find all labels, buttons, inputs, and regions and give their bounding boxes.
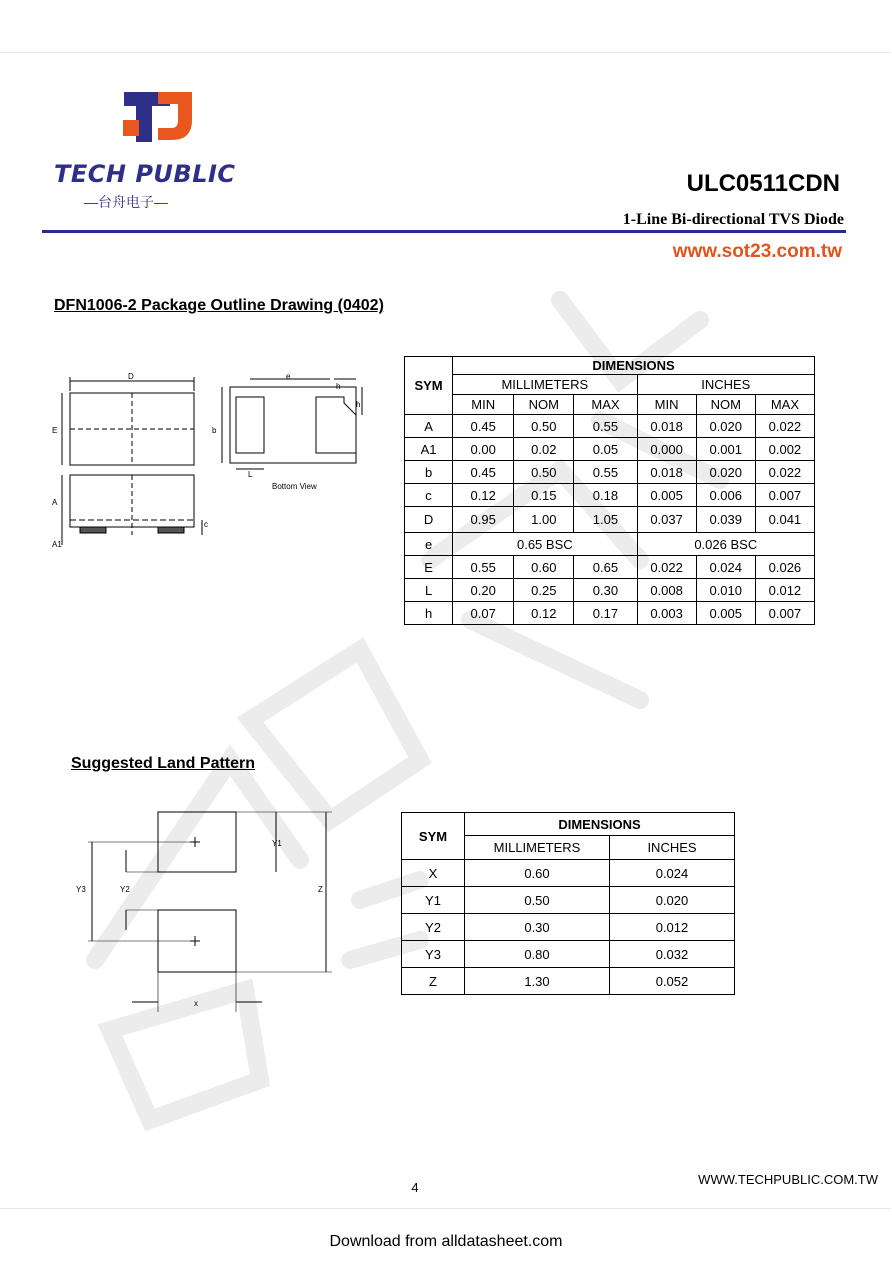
package-outline-drawing [40,365,370,565]
value-cell: 0.55 [574,415,637,438]
value-cell: 0.037 [637,507,696,533]
value-cell: 0.45 [453,415,514,438]
value-cell: 0.95 [453,507,514,533]
value-cell: 0.20 [453,579,514,602]
land-pattern-drawing [60,800,360,1015]
sym-header: SYM [402,813,465,860]
dimensions-table [404,356,815,625]
label-e: e [286,372,291,381]
logo-subtext: —台舟电子— [84,194,168,210]
value-cell: 0.60 [465,860,610,887]
value-cell: 0.018 [637,461,696,484]
label-Y2: Y2 [120,885,130,894]
sym-cell: A [405,415,453,438]
sym-cell: b [405,461,453,484]
value-cell: 0.005 [637,484,696,507]
label-Z: Z [318,885,323,894]
value-cell: 1.05 [574,507,637,533]
value-cell: 0.022 [755,415,814,438]
value-cell: 0.00 [453,438,514,461]
table-row [405,579,815,602]
value-cell: 0.50 [514,415,574,438]
value-cell: 0.30 [465,914,610,941]
download-link[interactable]: Download from alldatasheet.com [329,1233,563,1250]
value-cell: 0.65 BSC [453,533,637,556]
table-row [402,887,735,914]
label-L: L [248,470,253,479]
label-b: b [212,426,217,435]
value-cell: 0.15 [514,484,574,507]
label-Y3: Y3 [76,885,86,894]
sub-header: MIN [453,395,514,415]
value-cell: 0.012 [755,579,814,602]
value-cell: 0.30 [574,579,637,602]
table-row [405,415,815,438]
value-cell: 0.50 [514,461,574,484]
value-cell: 0.65 [574,556,637,579]
table-row [405,533,815,556]
sym-cell: Y1 [402,887,465,914]
table-row [405,461,815,484]
sub-header: MIN [637,395,696,415]
value-cell: 0.07 [453,602,514,625]
value-cell: 0.17 [574,602,637,625]
value-cell: 0.55 [574,461,637,484]
table-row [405,602,815,625]
table-row [402,968,735,995]
value-cell: 0.007 [755,602,814,625]
sym-cell: c [405,484,453,507]
label-A: A [52,498,58,507]
value-cell: 0.45 [453,461,514,484]
sym-cell: h [405,602,453,625]
label-h-2: h [356,400,361,409]
sym-cell: X [402,860,465,887]
sub-header: NOM [696,395,755,415]
sym-cell: D [405,507,453,533]
section-title-land-pattern: Suggested Land Pattern [71,755,256,772]
label-E: E [52,426,58,435]
value-cell: 0.052 [610,968,735,995]
part-number: ULC0511CDN [686,170,840,197]
page-number: 4 [411,1180,419,1195]
dimensions-header: DIMENSIONS [465,813,735,836]
website-link[interactable]: www.sot23.com.tw [672,241,842,262]
value-cell: 1.30 [465,968,610,995]
table-row [402,941,735,968]
value-cell: 0.02 [514,438,574,461]
section-title-outline: DFN1006-2 Package Outline Drawing (0402) [54,297,384,314]
value-cell: 0.005 [696,602,755,625]
value-cell: 0.80 [465,941,610,968]
value-cell: 0.25 [514,579,574,602]
table-row [405,484,815,507]
sym-cell: E [405,556,453,579]
label-D: D [128,372,134,381]
value-cell: 0.020 [696,461,755,484]
value-cell: 0.026 BSC [637,533,814,556]
value-cell: 0.039 [696,507,755,533]
table-row [402,914,735,941]
logo-text: TECH PUBLIC [54,160,236,188]
value-cell: 0.010 [696,579,755,602]
value-cell: 0.002 [755,438,814,461]
mm-header: MILLIMETERS [453,375,637,395]
sub-header: MAX [574,395,637,415]
value-cell: 0.018 [637,415,696,438]
table-row [405,438,815,461]
value-cell: 0.006 [696,484,755,507]
value-cell: 0.50 [465,887,610,914]
value-cell: 0.026 [755,556,814,579]
label-h-1: h [336,382,341,391]
mm-header: MILLIMETERS [465,836,610,860]
label-X: x [194,999,198,1008]
sym-cell: e [405,533,453,556]
value-cell: 1.00 [514,507,574,533]
table-row [405,507,815,533]
value-cell: 0.003 [637,602,696,625]
value-cell: 0.001 [696,438,755,461]
label-bottom-view: Bottom View [272,482,317,491]
value-cell: 0.12 [453,484,514,507]
sub-header: MAX [755,395,814,415]
value-cell: 0.008 [637,579,696,602]
sym-cell: Y2 [402,914,465,941]
in-header: INCHES [610,836,735,860]
value-cell: 0.020 [610,887,735,914]
dimensions-header: DIMENSIONS [453,357,815,375]
value-cell: 0.032 [610,941,735,968]
value-cell: 0.05 [574,438,637,461]
label-Y1: Y1 [272,839,282,848]
label-A1: A1 [52,540,62,549]
label-c: c [204,520,208,529]
value-cell: 0.12 [514,602,574,625]
part-subtitle: 1-Line Bi-directional TVS Diode [622,211,844,228]
value-cell: 0.012 [610,914,735,941]
sub-header: NOM [514,395,574,415]
value-cell: 0.020 [696,415,755,438]
footer-website[interactable]: WWW.TECHPUBLIC.COM.TW [698,1172,878,1187]
value-cell: 0.022 [755,461,814,484]
sym-cell: A1 [405,438,453,461]
value-cell: 0.024 [610,860,735,887]
sym-cell: L [405,579,453,602]
in-header: INCHES [637,375,814,395]
value-cell: 0.007 [755,484,814,507]
table-row [405,556,815,579]
value-cell: 0.022 [637,556,696,579]
value-cell: 0.55 [453,556,514,579]
value-cell: 0.18 [574,484,637,507]
table-row [402,860,735,887]
sym-cell: Y3 [402,941,465,968]
value-cell: 0.024 [696,556,755,579]
sym-header: SYM [405,357,453,415]
sym-cell: Z [402,968,465,995]
header-rule [42,230,846,233]
value-cell: 0.000 [637,438,696,461]
value-cell: 0.60 [514,556,574,579]
land-pattern-table [401,812,735,995]
value-cell: 0.041 [755,507,814,533]
